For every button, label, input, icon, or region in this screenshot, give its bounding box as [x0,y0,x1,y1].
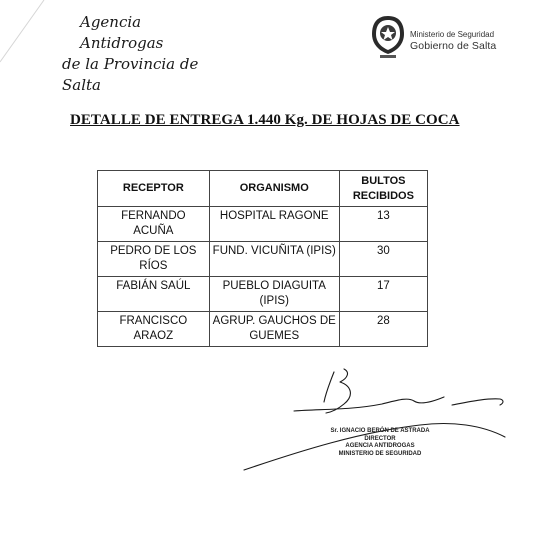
cell-organismo: FUND. VICUÑITA (IPIS) [209,242,339,277]
document-title: DETALLE DE ENTREGA 1.440 Kg. DE HOJAS DE COCA [70,112,460,128]
cell-organismo: HOSPITAL RAGONE [209,207,339,242]
table-row [98,277,428,312]
ministry-seal-icon [370,14,406,60]
cell-receptor: FERNANDO ACUÑA [98,207,210,242]
cell-receptor: FABIÁN SAÚL [98,277,210,312]
signer-name: Sr. IGNACIO BERÓN DE ASTRADA [330,428,430,434]
table-row [98,207,428,242]
signer-ministry: MINISTERIO DE SEGURIDAD [338,450,422,457]
signer-role: DIRECTOR [364,435,396,442]
agency-logo-line2: de la Provincia de Salta [62,55,199,94]
cell-bultos: 13 [339,207,427,242]
cell-bultos: 17 [339,277,427,312]
agency-logo-line1: Agencia Antidrogas [80,13,164,52]
cell-organismo: AGRUP. GAUCHOS DE GUEMES [209,312,339,347]
header-bultos: BULTOS RECIBIDOS [339,171,427,207]
table-header-row [98,171,428,207]
cell-bultos: 30 [339,242,427,277]
ministry-name: Ministerio de Seguridad [410,30,495,39]
table-row [98,312,428,347]
ministry-header [370,14,545,60]
delivery-table [97,170,428,347]
signer-agency: AGENCIA ANTIDROGAS [345,443,415,449]
cell-organismo: PUEBLO DIAGUITA (IPIS) [209,277,339,312]
agency-logo [62,12,222,96]
cell-bultos: 28 [339,312,427,347]
table-row [98,242,428,277]
cell-receptor: FRANCISCO ARAOZ [98,312,210,347]
government-name: Gobierno de Salta [410,40,497,52]
header-receptor: RECEPTOR [98,171,210,207]
signature-block [310,428,450,458]
header-organismo: ORGANISMO [209,171,339,207]
cell-receptor: PEDRO DE LOS RÍOS [98,242,210,277]
